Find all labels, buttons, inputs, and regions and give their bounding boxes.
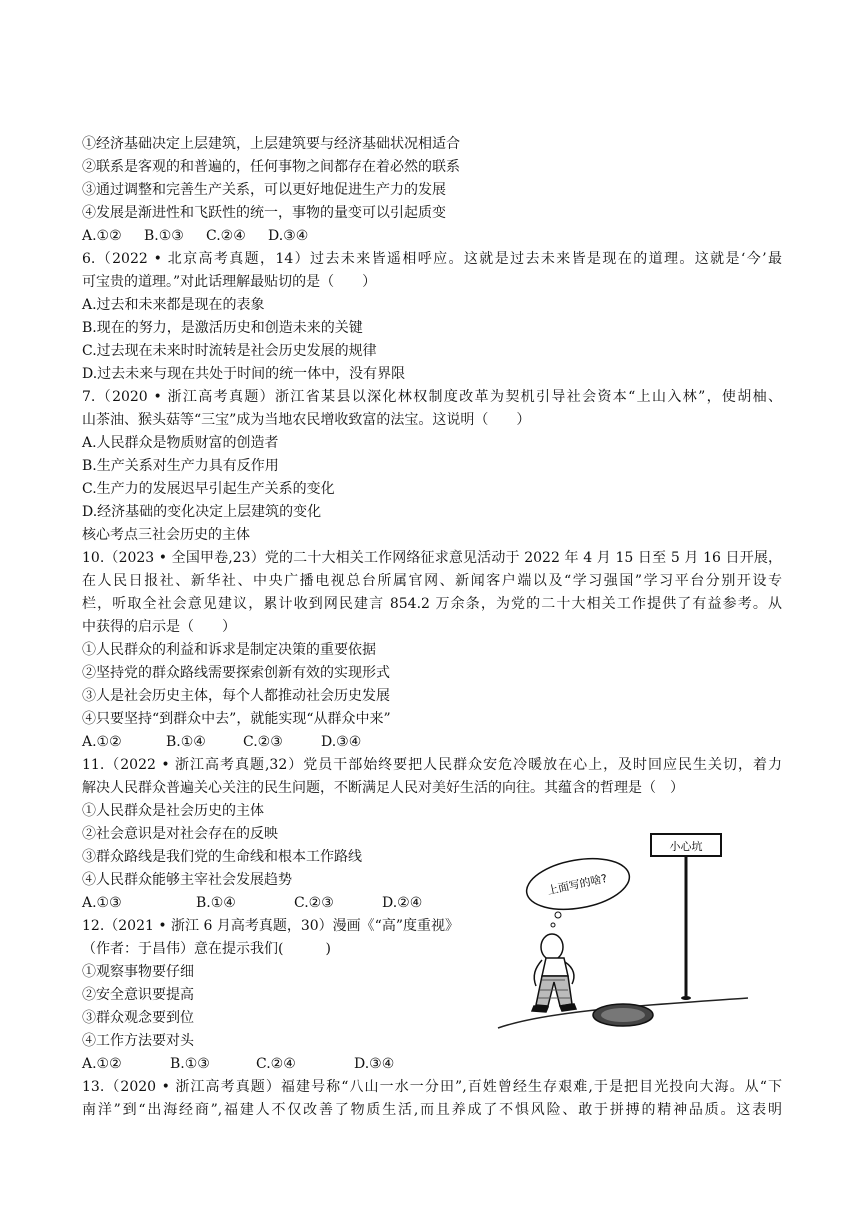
q6-choice-b: B.现在的努力，是激活历史和创造未来的关键	[82, 320, 363, 336]
q10-options	[82, 732, 361, 752]
q7-choice-d: D.经济基础的变化决定上层建筑的变化	[82, 504, 322, 520]
q5-option-a: A.①②	[82, 228, 122, 244]
q12-option-c: C.②④	[256, 1056, 296, 1072]
section-title: 核心考点三社会历史的主体	[82, 527, 250, 543]
q7-stem-line-1: 7.（2020 • 浙江高考真题）浙江省某县以深化林权制度改革为契机引导社会资本“上山入林”，使胡柚、	[82, 389, 782, 405]
q11-statement-3: ③群众路线是我们党的生命线和根本工作路线	[82, 849, 362, 865]
q12-options	[82, 1054, 394, 1074]
q5-statement-4: ④发展是渐进性和飞跃性的统一，事物的量变可以引起质变	[82, 205, 446, 221]
q7-stem-line-2: 山茶油、猴头菇等“三宝”成为当地农民增收致富的法宝。这说明（ ）	[82, 412, 531, 428]
q13-stem-line-2: 南洋”到“出海经商”,福建人不仅改善了物质生活,而且养成了不惧风险、敢于拼搏的精神品质。这表明	[82, 1102, 782, 1118]
q13-stem-line-1: 13.（2020 • 浙江高考真题）福建号称“八山一水一分田”,百姓曾经生存艰难,于是把目光投向大海。从“下	[82, 1079, 782, 1095]
q7-choice-a: A.人民群众是物质财富的创造者	[82, 435, 279, 451]
q5-statement-1: ①经济基础决定上层建筑，上层建筑要与经济基础状况相适合	[82, 136, 460, 152]
person-figure	[532, 934, 576, 1012]
q11-statement-4: ④人民群众能够主宰社会发展趋势	[82, 872, 292, 888]
q12-stem-line-2: （作者：于昌伟）意在提示我们( )	[82, 941, 331, 957]
speech-bubble-text: 上面写的啥?	[546, 871, 609, 898]
q10-statement-4: ④只要坚持“到群众中去”，就能实现“从群众中来”	[82, 711, 391, 727]
q6-choice-a: A.过去和未来都是现在的表象	[82, 297, 265, 313]
q11-statement-1: ①人民群众是社会历史的主体	[82, 803, 264, 819]
q12-stem-line-1: 12.（2021 • 浙江 6 月高考真题，30）漫画《“高”度重视》	[82, 918, 459, 934]
q12-option-b: B.①③	[170, 1056, 210, 1072]
q7-choice-c: C.生产力的发展迟早引起生产关系的变化	[82, 481, 335, 497]
q10-option-c: C.②③	[243, 734, 283, 750]
q10-stem-line-3: 栏，听取全社会意见建议，累计收到网民建言 854.2 万余条，为党的二十大相关工作提供了有益参考。从	[82, 596, 782, 612]
q12-statement-2: ②安全意识要提高	[82, 987, 194, 1003]
q12-statement-3: ③群众观念要到位	[82, 1010, 194, 1026]
q10-statement-3: ③人是社会历史主体，每个人都推动社会历史发展	[82, 688, 390, 704]
q11-statement-2: ②社会意识是对社会存在的反映	[82, 826, 278, 842]
q12-statement-4: ④工作方法要对头	[82, 1033, 194, 1049]
q10-statement-2: ②坚持党的群众路线需要探索创新有效的实现形式	[82, 665, 390, 681]
q12-statement-1: ①观察事物要仔细	[82, 964, 194, 980]
q11-stem-line-2: 解决人民群众普遍关心关注的民生问题，不断满足人民对美好生活的向往。其蕴含的哲理是（ ）	[82, 780, 684, 796]
q5-statement-3: ③通过调整和完善生产关系，可以更好地促进生产力的发展	[82, 182, 446, 198]
q11-option-d: D.②④	[382, 895, 423, 911]
q10-statement-1: ①人民群众的利益和诉求是制定决策的重要依据	[82, 642, 376, 658]
q5-option-d: D.③④	[268, 228, 309, 244]
q10-option-a: A.①②	[82, 734, 122, 750]
q11-option-b: B.①④	[196, 895, 236, 911]
q11-stem-line-1: 11.（2022 • 浙江高考真题,32）党员干部始终要把人民群众安危冷暖放在心上，及时回应民生关切，着力	[82, 757, 782, 773]
q6-stem-line-1: 6.（2022 • 北京高考真题，14）过去未来皆遥相呼应。这就是过去未来皆是现在的道理。这就是‘今’最	[82, 251, 782, 267]
q5-options	[82, 226, 308, 246]
q12-cartoon-image	[490, 800, 755, 1045]
q12-option-a: A.①②	[82, 1056, 122, 1072]
sign-text: 小心坑	[669, 840, 703, 853]
q10-stem-line-2: 在人民日报社、新华社、中央广播电视总台所属官网、新闻客户端以及“学习强国”学习平台分别开设专	[82, 573, 782, 589]
q10-option-b: B.①④	[166, 734, 206, 750]
q5-option-b: B.①③	[144, 228, 184, 244]
q6-stem-line-2: 可宝贵的道理。”对此话理解最贴切的是（ ）	[82, 274, 377, 290]
q7-choice-b: B.生产关系对生产力具有反作用	[82, 458, 279, 474]
q11-options	[82, 893, 422, 913]
q10-stem-line-4: 中获得的启示是（ ）	[82, 619, 236, 635]
q6-choice-c: C.过去现在未来时时流转是社会历史发展的规律	[82, 343, 377, 359]
q11-option-c: C.②③	[294, 895, 334, 911]
q12-option-d: D.③④	[354, 1056, 395, 1072]
q10-option-d: D.③④	[321, 734, 362, 750]
q5-statement-2: ②联系是客观的和普遍的，任何事物之间都存在着必然的联系	[82, 159, 460, 175]
q6-choice-d: D.过去未来与现在共处于时间的统一体中，没有界限	[82, 366, 406, 382]
q11-option-a: A.①③	[82, 895, 122, 911]
q10-stem-line-1: 10.（2023 • 全国甲卷,23）党的二十大相关工作网络征求意见活动于 2022 年 4 月 15 日至 5 月 16 日开展，	[82, 550, 782, 566]
q5-option-c: C.②④	[206, 228, 246, 244]
